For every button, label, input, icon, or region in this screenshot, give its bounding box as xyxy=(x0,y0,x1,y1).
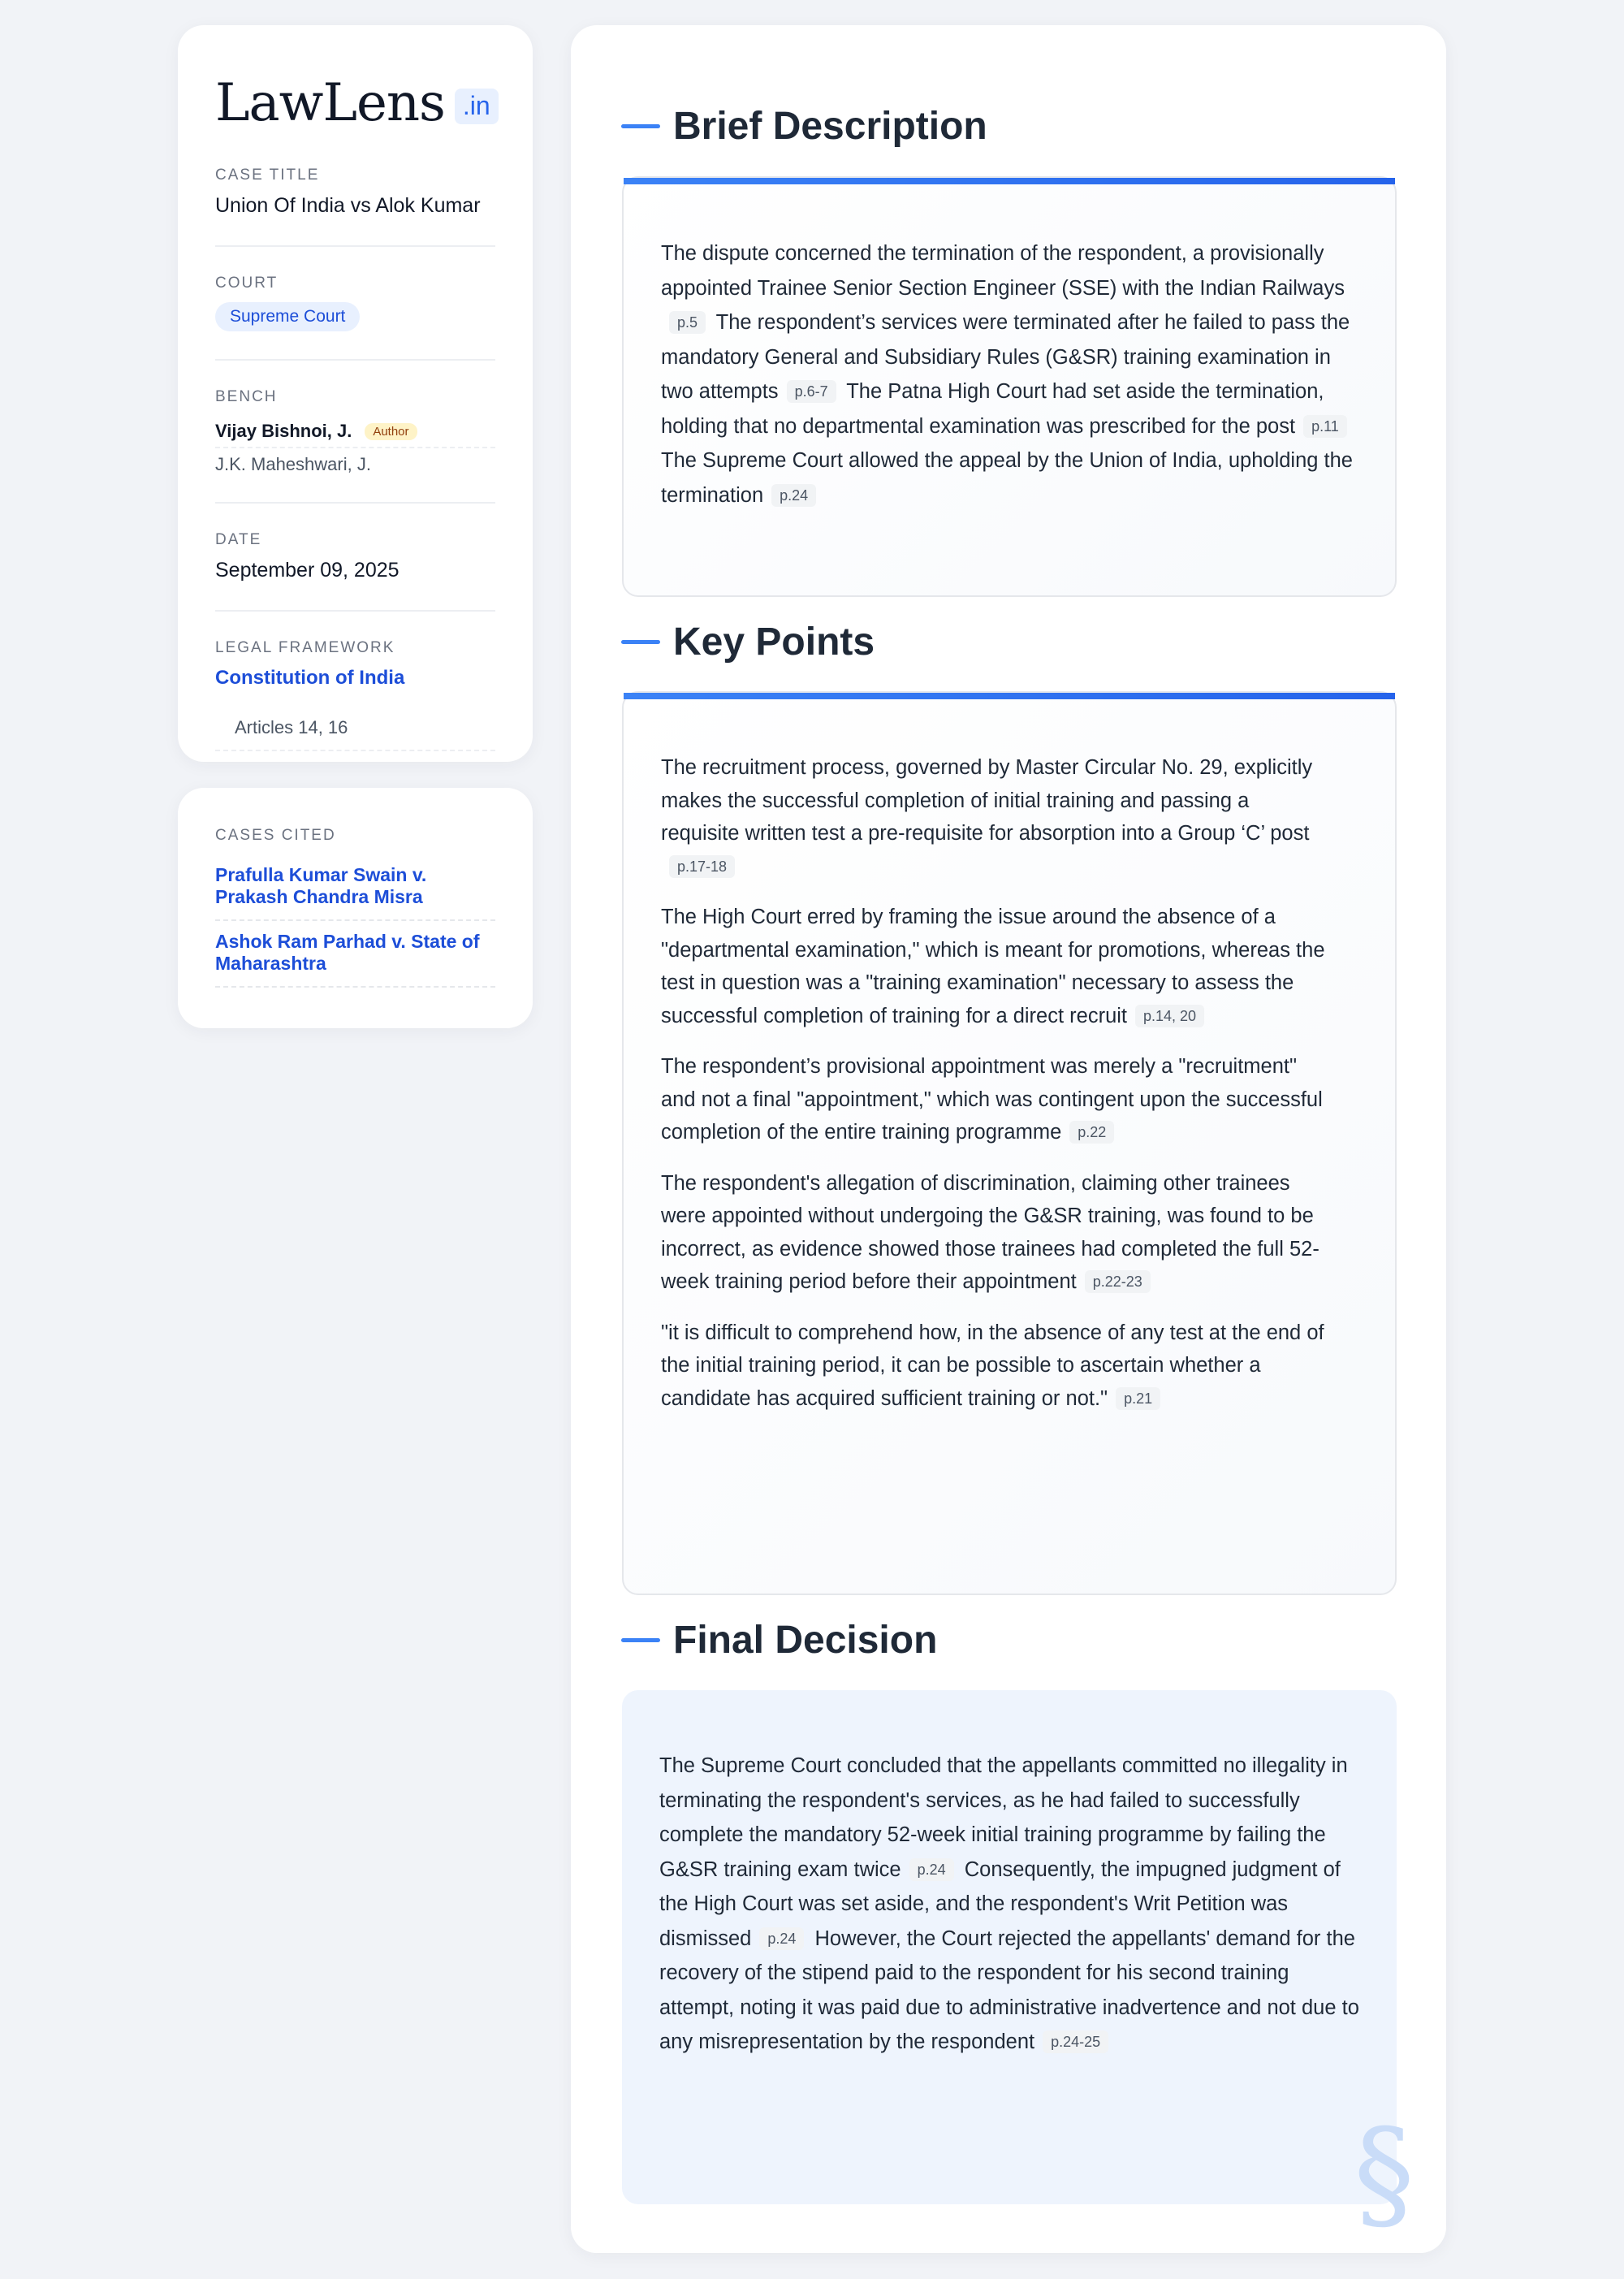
key-point-item xyxy=(661,901,1327,1032)
page-citation[interactable]: p.24 xyxy=(771,484,816,507)
page-citation[interactable]: p.22 xyxy=(1069,1121,1114,1144)
text-segment: The Supreme Court allowed the appeal by the Union of India, upholding the termination xyxy=(661,449,1353,507)
court-badge: Supreme Court xyxy=(215,302,360,331)
legal-framework-label: LEGAL FRAMEWORK xyxy=(215,639,395,656)
text-segment: The Patna High Court had set aside the termination, holding that no departmental examination was prescribed for the post xyxy=(661,380,1324,438)
legal-framework-section xyxy=(215,639,495,790)
key-points-heading xyxy=(621,620,875,664)
case-title-label: CASE TITLE xyxy=(215,166,320,184)
cases-cited-card xyxy=(178,788,533,1028)
key-point-text: The recruitment process, governed by Master Circular No. 29, explicitly makes the successful completion of initial training and passing a requisite written test a pre-requisite for absorption into a Group ‘C’ post xyxy=(661,756,1313,845)
logo-tld-badge: .in xyxy=(455,89,499,123)
judge-row xyxy=(215,448,495,481)
key-point-item xyxy=(661,1050,1327,1149)
section-title: Brief Description xyxy=(673,105,987,148)
text-segment: The respondent’s services were terminated after he failed to pass the mandatory General and Subsidiary Rules (G&SR) training examination in two attempts xyxy=(661,311,1350,403)
final-decision-heading xyxy=(621,1618,937,1663)
heading-accent-dash xyxy=(621,124,660,128)
date-label: DATE xyxy=(215,531,262,548)
key-point-text: "it is difficult to comprehend how, in the absence of any test at the end of the initial training period, it can be possible to ascertain whether a candidate has acquired sufficient training or not." xyxy=(661,1321,1324,1410)
page-citation[interactable]: p.11 xyxy=(1303,415,1347,438)
brief-description-text xyxy=(661,236,1358,512)
page-citation[interactable]: p.21 xyxy=(1116,1387,1160,1410)
page-citation[interactable]: p.14, 20 xyxy=(1135,1005,1204,1027)
page-citation[interactable]: p.6-7 xyxy=(787,380,836,403)
page-citation[interactable]: p.17-18 xyxy=(669,855,735,878)
text-segment: The Supreme Court concluded that the appellants committed no illegality in terminating the respondent's services, as he had failed to successfully complete the mandatory 52-week initial training programme by failing the G&SR training exam twice xyxy=(659,1754,1348,1881)
final-decision-panel xyxy=(622,1690,1415,2245)
bench-section xyxy=(215,388,495,504)
key-point-text: The respondent’s provisional appointment was merely a "recruitment" and not a final "appointment," which was contingent upon the successful completion of the entire training programme xyxy=(661,1055,1323,1144)
date-section xyxy=(215,531,495,612)
heading-accent-dash xyxy=(621,1638,660,1642)
articles-item: Articles 14, 16 xyxy=(215,706,495,751)
case-title-value: Union Of India vs Alok Kumar xyxy=(215,194,481,217)
page-citation[interactable]: p.24 xyxy=(759,1927,804,1950)
cases-cited-label: CASES CITED xyxy=(215,827,336,844)
text-segment: Consequently, the impugned judgment of the High Court was set aside, and the respondent's Writ Petition was dismissed xyxy=(659,1857,1341,1950)
case-meta-card xyxy=(178,25,533,762)
key-points-panel xyxy=(622,691,1397,1595)
author-badge: Author xyxy=(365,423,417,440)
court-label: COURT xyxy=(215,275,279,292)
section-title: Final Decision xyxy=(673,1619,938,1662)
text-segment: The dispute concerned the termination of the respondent, a provisionally appointed Trainee Senior Section Engineer (SSE) with the Indian Railways xyxy=(661,242,1345,300)
section-title: Key Points xyxy=(673,621,875,664)
page-citation[interactable]: p.5 xyxy=(669,311,706,334)
judge-row xyxy=(215,416,495,448)
cited-case-link[interactable]: Ashok Ram Parhad v. State of Maharashtra xyxy=(215,921,495,988)
key-point-item xyxy=(661,1317,1327,1416)
brief-description-panel xyxy=(622,176,1397,597)
heading-accent-dash xyxy=(621,640,660,644)
page-citation[interactable]: p.24 xyxy=(909,1858,954,1881)
statute-link[interactable]: Constitution of India xyxy=(215,667,405,689)
key-point-text: The respondent's allegation of discrimination, claiming other trainees were appointed without undergoing the G&SR training, was found to be incorrect, as evidence showed those trainees had completed the full 52-week training period before their appointment xyxy=(661,1171,1320,1293)
judge-name: Vijay Bishnoi, J. xyxy=(215,421,352,441)
final-decision-text xyxy=(659,1749,1359,2060)
court-section xyxy=(215,275,495,361)
page-citation[interactable]: p.24-25 xyxy=(1043,2030,1108,2053)
text-segment: However, the Court rejected the appellants' demand for the recovery of the stipend paid to the respondent for his second training attempt, noting it was paid due to administrative inadvertence and not due to any misrepresentation by the respondent xyxy=(659,1927,1359,2053)
key-point-text: The High Court erred by framing the issue around the absence of a "departmental examination," which is meant for promotions, whereas the test in question was a "training examination" necessary to assess the successful completion of training for a direct recruit xyxy=(661,906,1325,1027)
bench-label: BENCH xyxy=(215,388,278,405)
brief-description-heading xyxy=(621,104,987,149)
section-sign-icon: § xyxy=(1354,2104,1415,2245)
page-citation[interactable]: p.22-23 xyxy=(1085,1270,1151,1293)
judge-name: J.K. Maheshwari, J. xyxy=(215,454,371,474)
case-title-section xyxy=(215,166,495,247)
key-point-item xyxy=(661,1167,1327,1299)
date-value: September 09, 2025 xyxy=(215,559,400,582)
logo-wordmark: LawLens xyxy=(215,73,445,133)
cited-case-link[interactable]: Prafulla Kumar Swain v. Prakash Chandra Misra xyxy=(215,859,495,921)
key-point-item xyxy=(661,751,1327,883)
judgment-summary-panel xyxy=(571,25,1446,2253)
logo[interactable] xyxy=(215,71,495,136)
